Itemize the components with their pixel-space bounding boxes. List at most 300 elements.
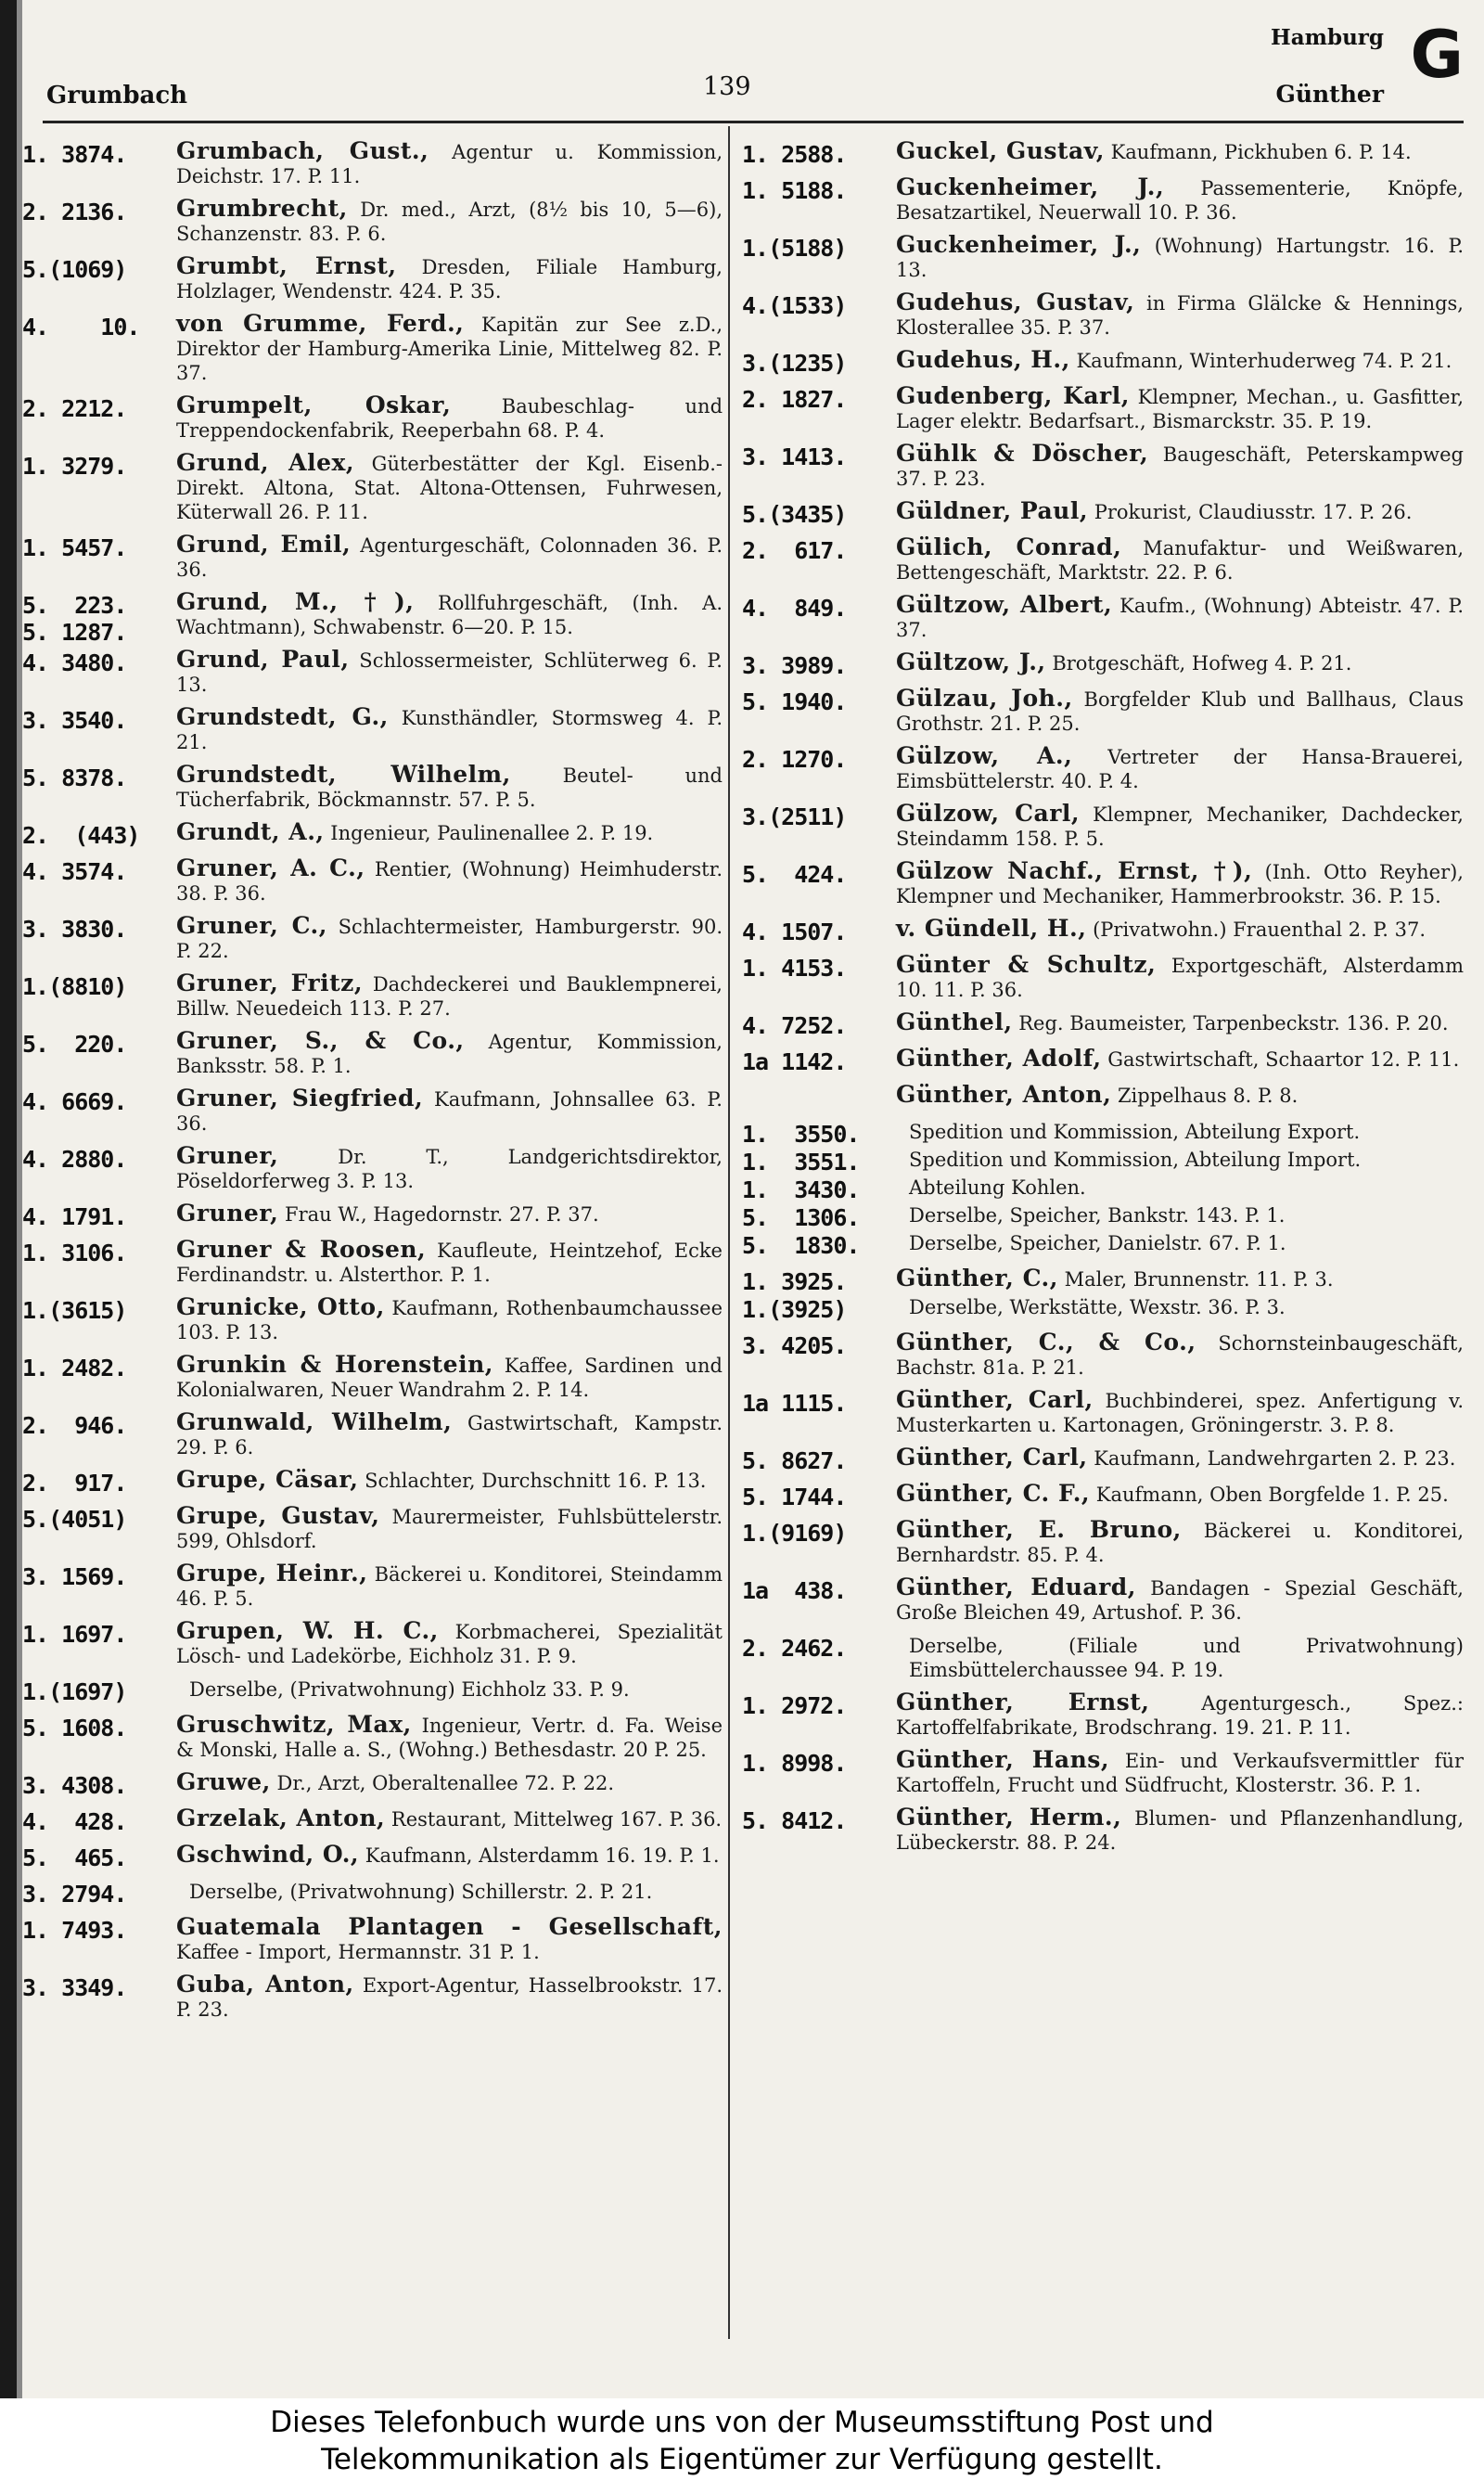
subscriber-details: Derselbe, Werkstätte, Wexstr. 36. P. 3. xyxy=(909,1296,1286,1318)
subscriber-details: Agenturgesch., Spez.: Kartoffelfabrikate, Brodschrang. 19. 21. P. 11. xyxy=(896,1692,1464,1739)
listing-text xyxy=(176,648,723,697)
subscriber-name: Grupen, W. H. C., xyxy=(176,1617,439,1644)
listing-entry xyxy=(742,1575,1464,1625)
phone-number: 4. 6669. xyxy=(22,1088,127,1115)
listing-text xyxy=(176,1972,723,2022)
subscriber-details: (Inh. Otto Reyher), Klempner und Mechaniker, Hammerbrookstr. 36. P. 15. xyxy=(896,861,1464,907)
phone-number: 4. 1507. xyxy=(742,919,847,945)
listing-entry xyxy=(22,393,723,443)
listing-text xyxy=(176,1295,723,1344)
subscriber-details: Kaufm., (Wohnung) Abteistr. 47. P. 37. xyxy=(896,595,1464,641)
subscriber-name: Grund, Paul, xyxy=(176,646,350,673)
listing-entry xyxy=(742,1047,1464,1074)
listing-entry xyxy=(22,139,723,188)
phone-number: 1. 3874. xyxy=(22,141,127,168)
subscriber-name: Grunkin & Horenstein, xyxy=(176,1351,493,1378)
listing-text xyxy=(176,1915,723,1964)
subscriber-name: Gülzow Nachf., Ernst, †), xyxy=(896,857,1253,884)
subscriber-name: Günthel, xyxy=(896,1009,1013,1035)
listing-entry xyxy=(22,648,723,697)
listing-entry xyxy=(22,1504,723,1553)
listing-text xyxy=(896,1690,1464,1740)
subscriber-name: Gülzau, Joh., xyxy=(896,685,1073,712)
listing-entry xyxy=(742,917,1464,944)
listing-text xyxy=(176,856,723,906)
subscriber-details: Bäckerei u. Konditorei, Bernhardstr. 85. P. 4. xyxy=(896,1520,1464,1566)
listing-entry xyxy=(22,254,723,303)
subscriber-name: Grund, M., †), xyxy=(176,588,415,615)
subscriber-name: Guckenheimer, J., xyxy=(896,231,1142,258)
listing-entry xyxy=(742,1294,1464,1322)
listing-text xyxy=(896,499,1464,524)
listing-text xyxy=(176,393,723,443)
subscriber-details: Zippelhaus 8. P. 8. xyxy=(1111,1085,1298,1107)
subscriber-name: Günther, Carl, xyxy=(896,1386,1094,1413)
subscriber-details: Güterbestätter der Kgl. Eisenb.-Direkt. Altona, Stat. Altona-Ottensen, Fuhrwesen, Küterwall 26. P. 11. xyxy=(176,453,723,523)
listing-entry xyxy=(742,1147,1464,1175)
subscriber-details: Maler, Brunnenstr. 11. P. 3. xyxy=(1057,1268,1334,1291)
listing-text xyxy=(896,1010,1464,1035)
page-number: 139 xyxy=(703,72,751,101)
listing-text xyxy=(176,1201,723,1227)
subscriber-name: Günther, Ernst, xyxy=(896,1689,1150,1715)
listing-entry xyxy=(22,1410,723,1459)
listing-text xyxy=(176,820,723,845)
subscriber-details: Maurermeister, Fuhlsbüttelerstr. 599, Ohlsdorf. xyxy=(176,1506,723,1552)
listing-entry xyxy=(22,1086,723,1136)
subscriber-details: Klempner, Mechaniker, Dachdecker, Steindamm 158. P. 5. xyxy=(896,803,1464,850)
subscriber-details: Derselbe, (Privatwohnung) Schillerstr. 2. P. 21. xyxy=(189,1881,653,1903)
phone-number: 1a 438. xyxy=(742,1577,847,1604)
subscriber-name: Gruwe, xyxy=(176,1768,271,1795)
subscriber-name: Grumbach, Gust., xyxy=(176,137,429,164)
listing-entry xyxy=(742,859,1464,908)
phone-number: 3.(1235) xyxy=(742,350,847,377)
subscriber-name: Gruner, Fritz, xyxy=(176,970,364,996)
listing-text xyxy=(896,1518,1464,1567)
subscriber-name: Grzelak, Anton, xyxy=(176,1805,386,1831)
listing-text xyxy=(176,1806,723,1831)
listing-text xyxy=(176,533,723,582)
listing-text xyxy=(176,914,723,963)
listing-entry xyxy=(22,1029,723,1078)
subscriber-name: Grundt, A., xyxy=(176,818,325,845)
subscriber-name: Guatemala Plantagen - Gesellschaft, xyxy=(176,1913,723,1940)
subscriber-details: (Wohnung) Hartungstr. 16. P. 13. xyxy=(896,235,1464,281)
phone-number: 2. 2462. xyxy=(742,1635,847,1662)
phone-number: 2. 946. xyxy=(22,1412,127,1439)
listing-text xyxy=(896,1330,1464,1380)
listing-text xyxy=(896,687,1464,736)
listing-text xyxy=(176,1770,723,1795)
subscriber-details: (Privatwohn.) Frauenthal 2. P. 37. xyxy=(1086,919,1426,941)
phone-number: 4. 3574. xyxy=(22,858,127,885)
subscriber-name: Grunwald, Wilhelm, xyxy=(176,1408,453,1435)
subscriber-details: Schlachter, Durchschnitt 16. P. 13. xyxy=(358,1470,707,1492)
listing-text xyxy=(909,1294,1464,1319)
subscriber-name: Guckenheimer, J., xyxy=(896,173,1165,200)
listing-text xyxy=(176,1504,723,1553)
listing-text xyxy=(896,233,1464,282)
phone-number: 5.(3435) xyxy=(742,501,847,528)
listing-text xyxy=(176,197,723,246)
listing-text xyxy=(176,1468,723,1493)
subscriber-details: Derselbe, (Privatwohnung) Eichholz 33. P. 9. xyxy=(189,1678,630,1701)
phone-number: 1. 3430. xyxy=(742,1176,860,1203)
subscriber-name: Günther, Adolf, xyxy=(896,1045,1102,1072)
phone-number: 2. 2212. xyxy=(22,395,127,422)
subscriber-details: Rollfuhrgeschäft, (Inh. A. Wachtmann), Schwabenstr. 6—20. P. 15. xyxy=(176,592,723,638)
subscriber-name: Grund, Alex, xyxy=(176,449,355,476)
subscriber-details: Klempner, Mechan., u. Gasfitter, Lager elektr. Bedarfsart., Bismarckstr. 35. P. 19. xyxy=(896,386,1464,432)
listing-entry xyxy=(22,1770,723,1798)
phone-number: 4. 428. xyxy=(22,1808,127,1835)
column-divider xyxy=(728,126,730,2339)
listing-entry xyxy=(22,1972,723,2022)
directory-page xyxy=(17,0,1484,2398)
phone-number: 3. 3349. xyxy=(22,1974,127,2001)
listing-entry xyxy=(22,1713,723,1762)
listing-entry xyxy=(742,1805,1464,1855)
listing-entry xyxy=(742,442,1464,491)
subscriber-name: Grupe, Heinr., xyxy=(176,1560,368,1587)
subscriber-details: Agentur u. Kommission, Deichstr. 17. P. 11. xyxy=(176,141,723,187)
phone-number: 3.(2511) xyxy=(742,803,847,830)
listing-text xyxy=(176,1410,723,1459)
listing-text xyxy=(189,1677,723,1702)
listing-text xyxy=(896,802,1464,851)
subscriber-details: Dachdeckerei und Bauklempnerei, Billw. Neuedeich 113. P. 27. xyxy=(176,973,723,1020)
subscriber-name: Gruner, Siegfried, xyxy=(176,1085,424,1112)
subscriber-name: Gruner, xyxy=(176,1142,279,1169)
subscriber-details: Kaufmann, Winterhuderweg 74. P. 21. xyxy=(1069,350,1452,372)
listing-text xyxy=(176,1238,723,1287)
listing-entry xyxy=(22,1806,723,1834)
listing-entry xyxy=(22,1144,723,1193)
listing-entry xyxy=(22,1561,723,1611)
subscriber-details: Brotgeschäft, Hofweg 4. P. 21. xyxy=(1045,652,1352,675)
subscriber-details: Kaufmann, Johnsallee 63. P. 36. xyxy=(176,1088,723,1135)
phone-number: 5. 1608. xyxy=(22,1715,127,1741)
subscriber-details: Manufaktur- und Weißwaren, Bettengeschäft, Marktstr. 22. P. 6. xyxy=(896,537,1464,584)
subscriber-details: Derselbe, Speicher, Bankstr. 143. P. 1. xyxy=(909,1204,1286,1227)
listing-text xyxy=(896,1446,1464,1471)
subscriber-details: Kaufmann, Alsterdamm 16. 19. P. 1. xyxy=(359,1844,720,1867)
listing-entry xyxy=(22,1468,723,1496)
subscriber-details: Ingenieur, Vertr. d. Fa. Weise & Monski, Halle a. S., (Wohng.) Bethesdastr. 20 P. 25. xyxy=(176,1715,723,1761)
listing-entry xyxy=(742,1330,1464,1380)
subscriber-details: Buchbinderei, spez. Anfertigung v. Musterkarten u. Kartonagen, Gröningerstr. 3. P. 8. xyxy=(896,1390,1464,1436)
listing-entry xyxy=(22,820,723,848)
subscriber-name: Gudenberg, Karl, xyxy=(896,382,1130,409)
subscriber-details: Passementerie, Knöpfe, Besatzartikel, Neuerwall 10. P. 36. xyxy=(896,177,1464,224)
listing-text xyxy=(896,1748,1464,1797)
subscriber-name: Gühlk & Döscher, xyxy=(896,440,1149,467)
listing-text xyxy=(896,1575,1464,1625)
subscriber-details: Beutel- und Tücherfabrik, Böckmannstr. 57. P. 5. xyxy=(176,765,723,811)
listing-entry xyxy=(742,744,1464,793)
right-column xyxy=(742,139,1464,1863)
listing-entry xyxy=(742,499,1464,527)
subscriber-details: Export-Agentur, Hasselbrookstr. 17. P. 23. xyxy=(176,1974,723,2021)
listing-text xyxy=(896,535,1464,585)
subscriber-name: Günther, E. Bruno, xyxy=(896,1516,1182,1543)
listing-entry xyxy=(22,1238,723,1287)
listing-text xyxy=(896,1266,1464,1291)
subscriber-details: Borgfelder Klub und Ballhaus, Claus Grothstr. 21. P. 25. xyxy=(896,688,1464,735)
subscriber-name: Gülzow, Carl, xyxy=(896,800,1081,827)
subscriber-details: Schlossermeister, Schlüterweg 6. P. 13. xyxy=(176,649,723,696)
phone-number: 1. 5457. xyxy=(22,534,127,561)
phone-number: 2. 617. xyxy=(742,537,847,564)
listing-text xyxy=(176,1561,723,1611)
listing-text xyxy=(896,1388,1464,1437)
subscriber-details: Derselbe, (Filiale und Privatwohnung) Eimsbüttelerchaussee 94. P. 19. xyxy=(909,1635,1464,1681)
listing-entry xyxy=(22,1353,723,1402)
phone-number: 5. 8378. xyxy=(22,765,127,791)
subscriber-name: Grundstedt, G., xyxy=(176,703,389,730)
subscriber-details: Gastwirtschaft, Schaartor 12. P. 11. xyxy=(1101,1048,1460,1071)
subscriber-name: Gültzow, Albert, xyxy=(896,591,1113,618)
subscriber-name: Gruner & Roosen, xyxy=(176,1236,427,1263)
listing-text xyxy=(896,917,1464,942)
subscriber-details: Vertreter der Hansa-Brauerei, Eimsbüttelerstr. 40. P. 4. xyxy=(896,746,1464,792)
subscriber-name: Günther, Herm., xyxy=(896,1804,1122,1831)
listing-text xyxy=(176,312,723,385)
phone-number: 1a 1115. xyxy=(742,1390,847,1417)
subscriber-details: Kaufmann, Pickhuben 6. P. 14. xyxy=(1104,141,1412,163)
subscriber-name: Grund, Emil, xyxy=(176,531,352,558)
subscriber-details: Kaufmann, Landwehrgarten 2. P. 23. xyxy=(1087,1447,1456,1470)
listing-text xyxy=(909,1119,1464,1144)
phone-number: 1. 3279. xyxy=(22,453,127,480)
listing-entry xyxy=(22,971,723,1021)
listing-text xyxy=(176,763,723,812)
listing-text xyxy=(176,1619,723,1668)
subscriber-details: Restaurant, Mittelweg 167. P. 36. xyxy=(385,1808,723,1831)
subscriber-name: Günther, C. F., xyxy=(896,1480,1091,1507)
listing-text xyxy=(176,254,723,303)
listing-text xyxy=(896,175,1464,225)
phone-number: 5. 220. xyxy=(22,1031,127,1058)
phone-number: 1. 2972. xyxy=(742,1692,847,1719)
listing-entry xyxy=(742,348,1464,376)
phone-number: 1a 1142. xyxy=(742,1048,847,1075)
subscriber-name: Guckel, Gustav, xyxy=(896,137,1105,164)
listing-entry xyxy=(742,1748,1464,1797)
subscriber-name: Günter & Schultz, xyxy=(896,951,1157,978)
subscriber-details: Abteilung Kohlen. xyxy=(909,1176,1086,1199)
phone-number: 3. 2794. xyxy=(22,1881,127,1908)
subscriber-details: Prokurist, Claudiusstr. 17. P. 26. xyxy=(1088,501,1413,523)
subscriber-details: Dr. med., Arzt, (8½ bis 10, 5—6), Schanzenstr. 83. P. 6. xyxy=(176,199,723,245)
phone-number: 5. 1830. xyxy=(742,1232,860,1259)
phone-number: 1. 3551. xyxy=(742,1149,860,1176)
phone-number: 1.(3615) xyxy=(22,1297,127,1324)
subscriber-details: Baugeschäft, Peterskampweg 37. P. 23. xyxy=(896,443,1464,490)
subscriber-name: Grumpelt, Oskar, xyxy=(176,392,452,418)
listing-text xyxy=(896,859,1464,908)
listing-text xyxy=(896,384,1464,433)
phone-number: 2. (443) xyxy=(22,822,140,849)
phone-number: 2. 917. xyxy=(22,1470,127,1497)
listing-entry xyxy=(22,1619,723,1668)
listing-entry xyxy=(742,175,1464,225)
donation-notice xyxy=(0,2398,1484,2480)
listing-entry xyxy=(742,1446,1464,1473)
listing-text xyxy=(896,348,1464,373)
subscriber-name: Grumbt, Ernst, xyxy=(176,252,397,279)
subscriber-details: Kaffee, Sardinen und Kolonialwaren, Neuer Wandrahm 2. P. 14. xyxy=(176,1355,723,1401)
phone-number: 1. 3550. xyxy=(742,1121,860,1148)
subscriber-details: Spedition und Kommission, Abteilung Export. xyxy=(909,1121,1361,1143)
listing-text xyxy=(896,650,1464,675)
phone-number: 2. 2136. xyxy=(22,199,127,225)
subscriber-name: Grumbrecht, xyxy=(176,195,348,222)
subscriber-details: Rentier, (Wohnung) Heimhuderstr. 38. P. 36. xyxy=(176,858,723,905)
listing-text xyxy=(909,1633,1464,1682)
listing-text xyxy=(896,953,1464,1002)
subscriber-details: Schornsteinbaugeschäft, Bachstr. 81a. P. 21. xyxy=(896,1332,1464,1379)
listing-entry xyxy=(22,1915,723,1964)
phone-number: 5. 8412. xyxy=(742,1807,847,1834)
phone-number: 4. 1791. xyxy=(22,1203,127,1230)
subscriber-name: Günther, C., xyxy=(896,1265,1058,1291)
subscriber-details: Kunsthändler, Stormsweg 4. P. 21. xyxy=(176,707,723,753)
phone-number: 4. 849. xyxy=(742,595,847,622)
running-head-left: Grumbach xyxy=(46,82,188,109)
listing-entry xyxy=(742,1482,1464,1510)
subscriber-name: Grupe, Cäsar, xyxy=(176,1466,359,1493)
header-rule xyxy=(43,121,1464,123)
phone-number: 1. 7493. xyxy=(22,1917,127,1944)
subscriber-details: Reg. Baumeister, Tarpenbeckstr. 136. P. 20. xyxy=(1012,1012,1449,1034)
notice-line-2: Telekommunikation als Eigentümer zur Verfügung gestellt. xyxy=(321,2443,1163,2476)
listing-entry xyxy=(742,1083,1464,1111)
listing-entry xyxy=(22,763,723,812)
subscriber-name: Gruner, S., & Co., xyxy=(176,1027,465,1054)
subscriber-name: Gudehus, H., xyxy=(896,346,1070,373)
subscriber-details: Ein- und Verkaufsvermittler für Kartoffeln, Frucht und Südfrucht, Klosterstr. 36. P. 1. xyxy=(896,1750,1464,1796)
listing-entry xyxy=(742,687,1464,736)
phone-number: 1. 3106. xyxy=(22,1240,127,1266)
subscriber-name: Gülzow, A., xyxy=(896,742,1073,769)
subscriber-name: Grunicke, Otto, xyxy=(176,1293,385,1320)
listing-entry xyxy=(22,197,723,246)
phone-number: 5. 1306. xyxy=(742,1204,860,1231)
subscriber-name: Günther, Anton, xyxy=(896,1081,1112,1108)
subscriber-details: Kaffee - Import, Hermannstr. 31 P. 1. xyxy=(176,1941,540,1963)
phone-number: 1.(9169) xyxy=(742,1520,847,1547)
listing-text xyxy=(176,1144,723,1193)
listing-entry xyxy=(742,953,1464,1002)
subscriber-details: Spedition und Kommission, Abteilung Import. xyxy=(909,1149,1362,1171)
listing-text xyxy=(896,1047,1464,1072)
listing-entry xyxy=(742,290,1464,340)
subscriber-name: Gruner, A. C., xyxy=(176,855,365,881)
phone-number: 1. 5188. xyxy=(742,177,847,204)
listing-entry xyxy=(742,535,1464,585)
listing-entry xyxy=(742,802,1464,851)
phone-number: 1.(1697) xyxy=(22,1678,127,1705)
listing-text xyxy=(176,1029,723,1078)
listing-entry xyxy=(742,1119,1464,1147)
listing-entry xyxy=(742,1388,1464,1437)
listing-entry xyxy=(22,914,723,963)
subscriber-name: Günther, C., & Co., xyxy=(896,1329,1196,1356)
listing-entry xyxy=(22,312,723,385)
listing-entry xyxy=(742,139,1464,167)
listing-text xyxy=(176,451,723,524)
listing-entry xyxy=(742,1690,1464,1740)
listing-entry xyxy=(22,705,723,754)
phone-number: 1. 2588. xyxy=(742,141,847,168)
listing-text xyxy=(896,744,1464,793)
listing-text xyxy=(896,442,1464,491)
subscriber-details: Frau W., Hagedornstr. 27. P. 37. xyxy=(278,1203,599,1226)
subscriber-name: Guba, Anton, xyxy=(176,1971,354,1998)
listing-text xyxy=(909,1147,1464,1172)
subscriber-name: Güldner, Paul, xyxy=(896,497,1089,524)
listing-entry xyxy=(742,1202,1464,1230)
listing-text xyxy=(176,1843,723,1868)
subscriber-details: Agenturgeschäft, Colonnaden 36. P. 36. xyxy=(176,534,723,581)
listing-entry xyxy=(742,1230,1464,1258)
phone-number: 2. 1270. xyxy=(742,746,847,773)
phone-number: 3. 3989. xyxy=(742,652,847,679)
listing-text xyxy=(909,1175,1464,1200)
subscriber-details: Agentur, Kommission, Banksstr. 58. P. 1. xyxy=(176,1031,723,1077)
listing-text xyxy=(176,705,723,754)
subscriber-name: Gschwind, O., xyxy=(176,1841,360,1868)
listing-text xyxy=(176,590,723,639)
phone-number: 5. 1940. xyxy=(742,688,847,715)
phone-number: 5.(4051) xyxy=(22,1506,127,1533)
listing-entry xyxy=(742,1010,1464,1038)
subscriber-name: Grundstedt, Wilhelm, xyxy=(176,761,511,788)
listing-text xyxy=(896,1805,1464,1855)
subscriber-name: v. Gündell, H., xyxy=(896,915,1087,942)
listing-entry xyxy=(22,588,723,646)
subscriber-name: Günther, Hans, xyxy=(896,1746,1110,1773)
listing-entry xyxy=(742,650,1464,678)
phone-number: 3. 3830. xyxy=(22,916,127,943)
subscriber-details: in Firma Glälcke & Hennings, Klosterallee 35. P. 37. xyxy=(896,292,1464,339)
subscriber-details: Bandagen - Spezial Geschäft, Große Bleichen 49, Artushof. P. 36. xyxy=(896,1577,1464,1624)
phone-number: 3. 4205. xyxy=(742,1332,847,1359)
listing-text xyxy=(176,971,723,1021)
listing-entry xyxy=(742,384,1464,433)
subscriber-details: Derselbe, Speicher, Danielstr. 67. P. 1. xyxy=(909,1232,1286,1254)
phone-number: 5. 1744. xyxy=(742,1484,847,1510)
phone-number: 1. 4153. xyxy=(742,955,847,982)
listing-text xyxy=(176,1353,723,1402)
listing-text xyxy=(176,139,723,188)
listing-text xyxy=(909,1202,1464,1227)
listing-text xyxy=(909,1230,1464,1255)
subscriber-details: Bäckerei u. Konditorei, Steindamm 46. P. 5. xyxy=(176,1563,723,1610)
listing-entry xyxy=(22,1879,723,1907)
phone-number: 1.(8810) xyxy=(22,973,127,1000)
phone-number: 1.(5188) xyxy=(742,235,847,262)
phone-number: 1. 2482. xyxy=(22,1355,127,1381)
subscriber-details: Dr. T., Landgerichtsdirektor, Pöseldorferweg 3. P. 13. xyxy=(176,1146,723,1192)
subscriber-details: Blumen- und Pflanzenhandlung, Lübeckerstr. 88. P. 24. xyxy=(896,1807,1465,1854)
listing-entry xyxy=(742,233,1464,282)
listing-entry xyxy=(22,856,723,906)
running-head-city: Hamburg xyxy=(1271,25,1384,50)
subscriber-name: Gültzow, J., xyxy=(896,649,1046,675)
